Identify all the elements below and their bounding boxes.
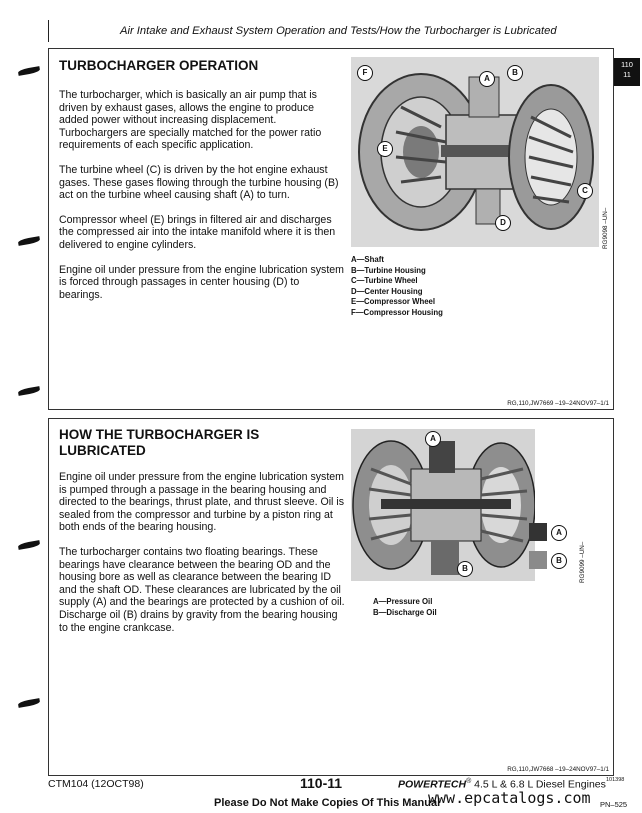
binder-mark-1	[18, 66, 41, 76]
binder-mark-2	[18, 236, 41, 246]
turbocharger-cutaway-figure	[351, 57, 599, 247]
legend-item: D—Center Housing	[351, 286, 423, 296]
paragraph: The turbocharger contains two floating bearings. These bearings have clearance between the bearing OD and the housing bore as well as clearance between the bearing ID and the shaft OD. These clearances are lubricated by the oil supply (A) and the bearings are protected by a cushion of oil. Discharge oil (B) drains by gravity from the bearing housing to the engine crankcase.	[59, 545, 345, 634]
callout-c: C	[577, 183, 593, 199]
header-rule	[48, 20, 49, 42]
section-turbocharger-lubrication	[48, 418, 614, 776]
reference-code: RG,110,JW7669 –19–24NOV97–1/1	[507, 400, 609, 407]
paragraph: The turbocharger, which is basically an air pump that is driven by exhaust gases, allows the engine to produce added power without increasing displacement. Turbochargers are specially matched for the power ratio requirements of each specific application.	[59, 89, 322, 152]
page-header: Air Intake and Exhaust System Operation and Tests/How the Turbocharger is Lubricated	[120, 25, 557, 37]
swatch-label-a: A	[551, 525, 567, 541]
tab-line-1: 110	[621, 60, 633, 69]
pressure-oil-swatch	[529, 523, 547, 541]
turbocharger-lubrication-drawing	[351, 429, 535, 581]
engine-models: 4.5 L & 6.8 L Diesel Engines	[471, 778, 606, 791]
copy-notice: Please Do Not Make Copies Of This Manual	[214, 797, 441, 809]
tab-line-2: 11	[623, 70, 631, 79]
section-title-line-1: HOW THE TURBOCHARGER IS	[59, 427, 260, 442]
section-tab	[614, 58, 640, 86]
callout-b: B	[507, 65, 523, 81]
legend-item: A—Pressure Oil	[373, 597, 433, 606]
swatch-label-b: B	[551, 553, 567, 569]
turbocharger-lubrication-figure	[351, 429, 535, 581]
legend-item: B—Turbine Housing	[351, 265, 426, 275]
page-number: 110-11	[300, 775, 343, 791]
callout-f: F	[357, 65, 373, 81]
manual-id: CTM104 (12OCT98)	[48, 778, 144, 790]
pn-code: PN–525	[600, 800, 628, 809]
paragraph: Compressor wheel (E) brings in filtered air and discharges the compressed air into the intake manifold where it is then delivered to engine cylinders.	[59, 213, 336, 251]
discharge-oil-swatch	[529, 551, 547, 569]
figure-code: RG9098 –UN–	[602, 207, 609, 249]
figure-code: RG9099 –UN–	[579, 541, 586, 583]
figure-legend	[351, 255, 443, 318]
binder-mark-5	[18, 698, 41, 708]
callout-d: D	[495, 215, 511, 231]
section-title	[59, 427, 259, 459]
paragraph: The turbine wheel (C) is driven by the hot engine exhaust gases. These gases flowing through the turbine housing (B) act on the turbine wheel causing shaft (A) to turn.	[59, 163, 339, 202]
callout-e: E	[377, 141, 393, 157]
section-title-line-2: LUBRICATED	[59, 443, 146, 458]
callout-a: A	[479, 71, 495, 87]
legend-item: C—Turbine Wheel	[351, 276, 418, 285]
legend-item: E—Compressor Wheel	[351, 297, 436, 306]
brand-name: POWERTECH	[398, 778, 467, 791]
registered-mark: ®	[466, 778, 472, 785]
section-title: TURBOCHARGER OPERATION	[59, 58, 259, 73]
section-body	[59, 471, 347, 634]
binder-mark-4	[18, 540, 41, 550]
date-code: 101398	[606, 777, 625, 783]
binder-mark-3	[18, 386, 41, 396]
figure-legend	[373, 597, 437, 618]
reference-code: RG,110,JW7668 –19–24NOV97–1/1	[507, 766, 609, 773]
paragraph: Engine oil under pressure from the engine lubrication system is forced through passages in center housing (D) to bearings.	[59, 263, 345, 301]
section-body	[59, 89, 345, 301]
callout-b: B	[457, 561, 473, 577]
paragraph: Engine oil under pressure from the engine lubrication system is pumped through a passage in the bearing housing and directed to the bearings, thrust plate, and thrust sleeve. Oil is sealed from the compressor and turbine by a piston ring at both ends of the bearing housing.	[59, 471, 345, 534]
legend-item: F—Compressor Housing	[351, 307, 443, 317]
legend-item: A—Shaft	[351, 255, 384, 264]
watermark-url: www.epcatalogs.com	[428, 789, 591, 807]
callout-a: A	[425, 431, 441, 447]
section-turbocharger-operation	[48, 48, 614, 410]
legend-item: B—Discharge Oil	[373, 607, 437, 617]
